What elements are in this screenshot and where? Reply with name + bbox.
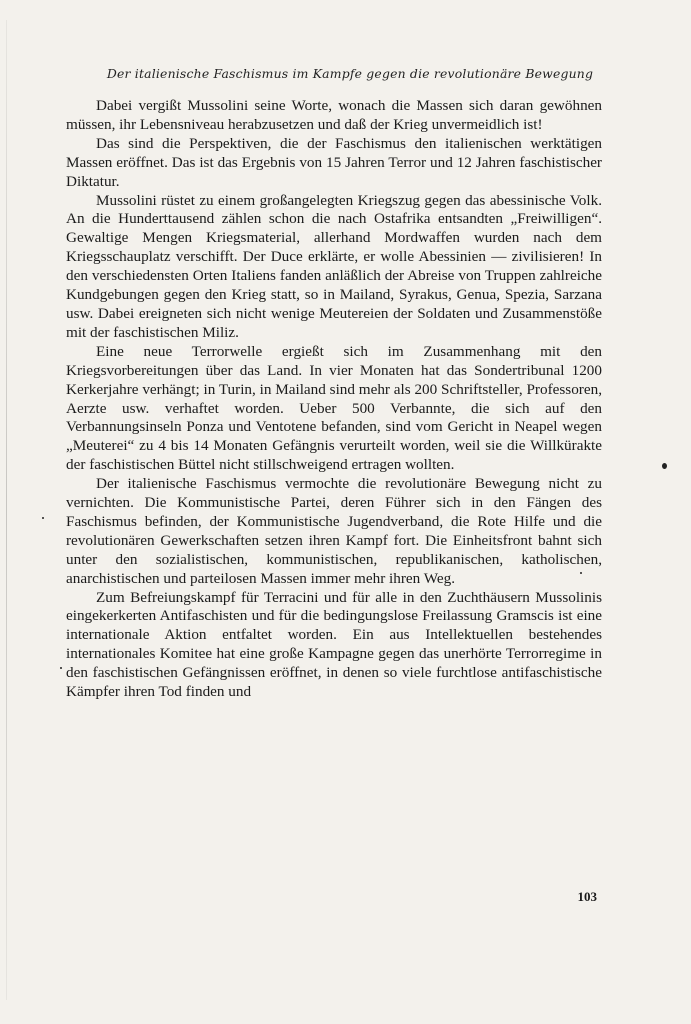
- paragraph-6: Zum Befreiungskampf für Terracini und für alle in den Zuchthäusern Mussolinis eingekerkerten Antifaschisten und für die bedingungslose Freilassung Gramscis ist eine internationale Aktion entfaltet worden. Ein aus Intellektuellen bestehendes internationales Komitee hat eine große Kampagne gegen das unerhörte Terrorregime in den faschistischen Gefängnissen eröffnet, in denen so viele furchtlose antifaschistische Kämpfer ihren Tod finden und: [66, 588, 602, 701]
- ink-speck: [662, 463, 667, 469]
- paragraph-1: Dabei vergißt Mussolini seine Worte, wonach die Massen sich daran gewöhnen müssen, ihr Lebensniveau herabzusetzen und daß der Krieg unvermeidlich ist!: [66, 97, 602, 133]
- ink-speck: [42, 517, 44, 519]
- ink-speck: [580, 572, 582, 574]
- ink-speck: [60, 667, 62, 669]
- running-head: Der italienische Faschismus im Kampfe gegen die revolutionäre Bewegung: [106, 66, 594, 81]
- body-text: [66, 97, 602, 702]
- paragraph-2: Das sind die Perspektiven, die der Faschismus den italienischen werktätigen Massen eröffnet. Das ist das Ergebnis von 15 Jahren Terror und 12 Jahren faschistischer Diktatur.: [66, 134, 602, 190]
- paragraph-5: Der italienische Faschismus vermochte die revolutionäre Bewegung nicht zu vernichten. Die Kommunistische Partei, deren Führer sich in den Fängen des Faschismus befinden, der Kommunistische Jugendverband, die Rote Hilfe und die revolutionären Gewerkschaften setzen ihren Kampf fort. Die Einheitsfront bahnt sich unter den sozialistischen, kommunistischen, republikanischen, katholischen, anarchistischen und parteilosen Massen immer mehr ihren Weg.: [66, 475, 602, 587]
- page-number: 103: [577, 889, 597, 904]
- paragraph-4: Eine neue Terrorwelle ergießt sich im Zusammenhang mit den Kriegsvorbereitungen über das Land. In vier Monaten hat das Sondertribunal 1200 Kerkerjahre verhängt; in Turin, in Mailand sind mehr als 200 Schriftsteller, Professoren, Aerzte usw. verhaftet worden. Ueber 500 Verbannte, die sich auf den Verbannungsinseln Ponza und Ventotene befanden, sind vom Gericht in Neapel wegen „Meuterei“ zu 4 bis 14 Monaten Gefängnis verurteilt worden, weil sie die Willkürakte der faschistischen Büttel nicht stillschweigend ertragen wollten.: [66, 342, 602, 474]
- paragraph-3: Mussolini rüstet zu einem großangelegten Kriegszug gegen das abessinische Volk. An die Hunderttausend zählen schon die nach Ostafrika entsandten „Freiwilligen“. Gewaltige Mengen Kriegsmaterial, allerhand Mordwaffen wurden nach dem Kriegsschauplatz verschifft. Der Duce erklärte, er wolle Abessinien — zivilisieren! In den verschiedensten Orten Italiens fanden anläßlich der Abreise von Truppen zahlreiche Kundgebungen gegen den Krieg statt, so in Mailand, Syrakus, Genua, Spezia, Sarzana usw. Dabei ereigneten sich nicht wenige Meutereien der Soldaten und Zusammenstöße mit der faschistischen Miliz.: [66, 191, 602, 341]
- page-edge-shadow: [6, 20, 7, 1000]
